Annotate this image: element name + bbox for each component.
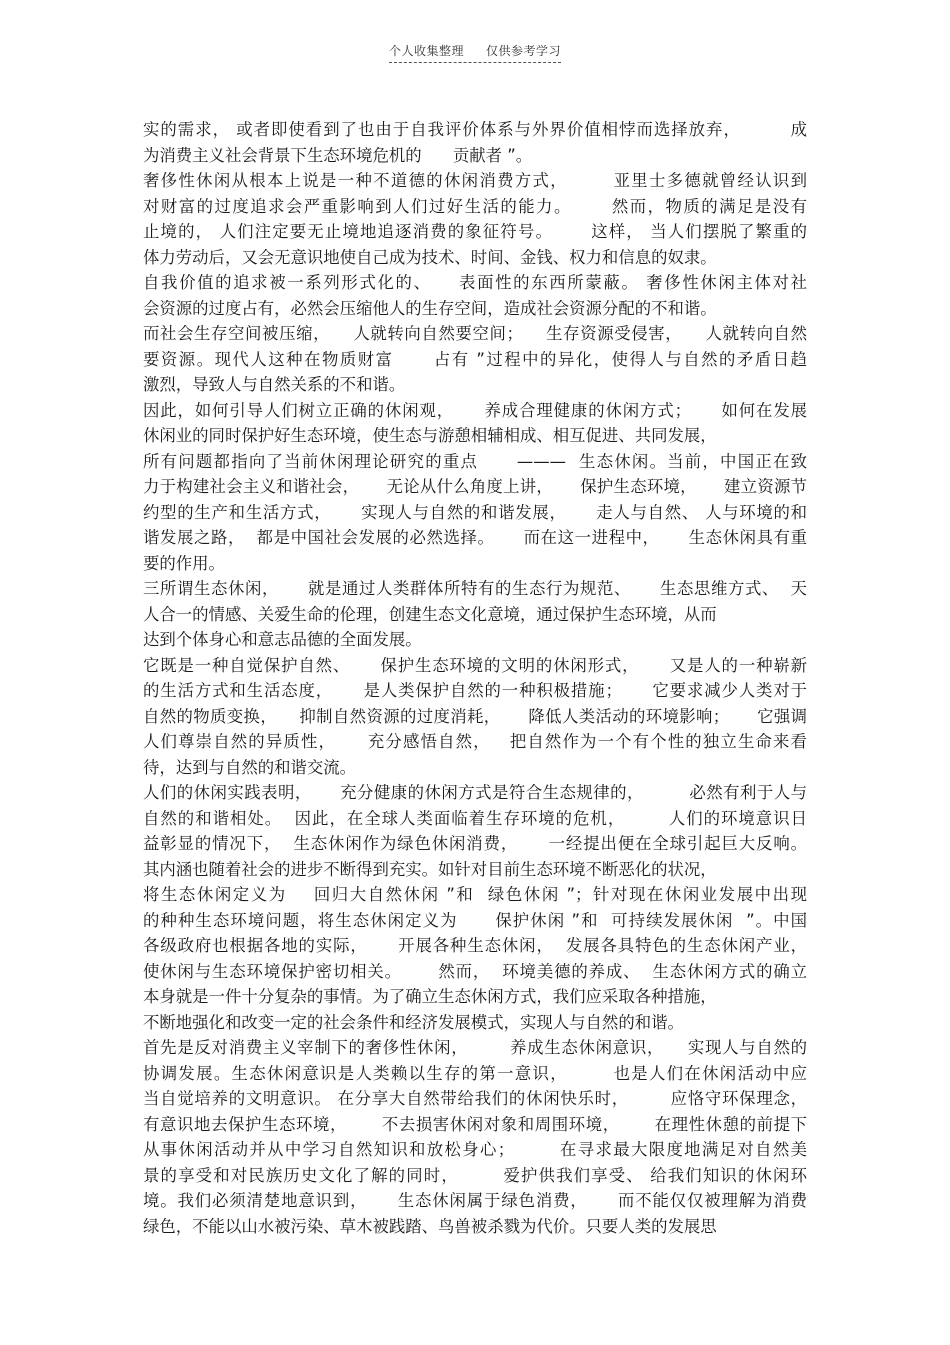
- body-text-line: 力于构建社会主义和谐社会， 无论从什么角度上讲， 保护生态环境， 建立资源节: [143, 477, 807, 496]
- body-text-line: 的生活方式和生活态度， 是人类保护自然的一种积极措施； 它要求减少人类对于: [143, 681, 807, 700]
- body-text-line: 人合一的情感、关爱生命的伦理，创建生态文化意境，通过保护生态环境，从而: [143, 604, 717, 624]
- body-text-line: 人们尊崇自然的异质性， 充分感悟自然， 把自然作为一个有个性的独立生命来看: [143, 732, 807, 751]
- body-text-line: 待，达到与自然的和谐交流。: [143, 757, 357, 777]
- body-text-line: 的种种生态环境问题，将生态休闲定义为 保护休闲 ”和 可持续发展休闲 ”。中国: [143, 910, 807, 930]
- body-text-line: 要的作用。: [143, 553, 225, 573]
- body-text-line: 绿色，不能以山水被污染、草木被践踏、鸟兽被杀戮为代价。只要人类的发展思: [143, 1216, 717, 1236]
- page-header-text: [389, 42, 561, 63]
- body-text-line: 体力劳动后，又会无意识地使自己成为技术、时间、金钱、权力和信息的奴隶。: [143, 247, 717, 267]
- body-text-line: 约型的生产和生活方式， 实现人与自然的和谐发展， 走人与自然、 人与环境的和: [143, 502, 807, 522]
- body-text-line: 首先是反对消费主义宰制下的奢侈性休闲， 养成生态休闲意识， 实现人与自然的: [143, 1038, 807, 1057]
- body-text-line: 实的需求， 或者即使看到了也由于自我评价体系与外界价值相悖而选择放弃， 成: [143, 120, 807, 139]
- body-text-line: 其内涵也随着社会的进步不断得到充实。如针对目前生态环境不断恶化的状况，: [143, 859, 717, 879]
- body-text-line: 使休闲与生态环境保护密切相关。 然而， 环境美德的养成、 生态休闲方式的确立: [143, 961, 807, 981]
- body-text-line: 对财富的过度追求会严重影响到人们过好生活的能力。 然而，物质的满足是没有: [143, 196, 807, 216]
- body-text-line: 当自觉培养的文明意识。 在分享大自然带给我们的休闲快乐时， 应恪守环保理念，: [143, 1089, 807, 1108]
- body-text-line: 人们的休闲实践表明， 充分健康的休闲方式是符合生态规律的， 必然有利于人与: [143, 783, 807, 802]
- body-text-line: 它既是一种自觉保护自然、 保护生态环境的文明的休闲形式， 又是人的一种崭新: [143, 655, 807, 675]
- body-text-line: 奢侈性休闲从根本上说是一种不道德的休闲消费方式， 亚里士多德就曾经认识到: [143, 171, 807, 190]
- body-text-line: 休闲业的同时保护好生态环境，使生态与游憩相辅相成、相互促进、共同发展，: [143, 426, 717, 445]
- body-text-line: 益彰显的情况下， 生态休闲作为绿色休闲消费， 一经提出便在全球引起巨大反响。: [143, 834, 807, 853]
- body-text-line: 各级政府也根据各地的实际， 开展各种生态休闲， 发展各具特色的生态休闲产业，: [143, 936, 807, 955]
- body-text-line: 景的享受和对民族历史文化了解的同时， 爱护供我们享受、 给我们知识的休闲环: [143, 1165, 807, 1185]
- body-text-line: 止境的， 人们注定要无止境地追逐消费的象征符号。 这样， 当人们摆脱了繁重的: [143, 222, 807, 241]
- page-body: [143, 117, 807, 1239]
- body-text-line: 因此，如何引导人们树立正确的休闲观， 养成合理健康的休闲方式； 如何在发展: [143, 400, 807, 420]
- body-text-line: 谐发展之路， 都是中国社会发展的必然选择。 而在这一进程中， 生态休闲具有重: [143, 528, 807, 547]
- body-text-line: 从事休闲活动并从中学习自然知识和放松身心； 在寻求最大限度地满足对自然美: [143, 1140, 807, 1159]
- body-text-line: 会资源的过度占有，必然会压缩他人的生存空间，造成社会资源分配的不和谐。: [143, 298, 717, 318]
- body-text-line: 自然的物质变换， 抑制自然资源的过度消耗， 降低人类活动的环境影响； 它强调: [143, 706, 807, 726]
- body-text-line: 协调发展。生态休闲意识是人类赖以生存的第一意识， 也是人们在休闲活动中应: [143, 1063, 807, 1083]
- body-text-line: 所有问题都指向了当前休闲理论研究的重点 ——— 生态休闲。当前，中国正在致: [143, 451, 807, 471]
- body-text-line: 本身就是一件十分复杂的事情。为了确立生态休闲方式，我们应采取各种措施，: [143, 987, 717, 1006]
- body-text-line: 境。我们必须清楚地意识到， 生态休闲属于绿色消费， 而不能仅仅被理解为消费: [143, 1191, 807, 1210]
- header-left-label: 个人收集整理: [388, 44, 464, 58]
- body-text-line: 激烈，导致人与自然关系的不和谐。: [143, 375, 406, 394]
- body-text-line: 要资源。现代人这种在物质财富 占有 ”过程中的异化，使得人与自然的矛盾日趋: [143, 349, 807, 369]
- body-text-line: 而社会生存空间被压缩， 人就转向自然要空间； 生存资源受侵害， 人就转向自然: [143, 324, 807, 343]
- body-text-line: 达到个体身心和意志品德的全面发展。: [143, 630, 422, 649]
- body-text-line: 三所谓生态休闲， 就是通过人类群体所特有的生态行为规范、 生态思维方式、 天: [143, 579, 807, 598]
- body-text-line: 为消费主义社会背景下生态环境危机的 贡献者 ”。: [143, 145, 533, 165]
- body-text-line: 不断地强化和改变一定的社会条件和经济发展模式，实现人与自然的和谐。: [143, 1012, 684, 1032]
- header-right-label: 仅供参考学习: [486, 44, 562, 58]
- page-header: [0, 40, 950, 63]
- body-text-line: 自我价值的追求被一系列形式化的、 表面性的东西所蒙蔽。 奢侈性休闲主体对社: [143, 273, 807, 292]
- body-text-line: 自然的和谐相处。 因此，在全球人类面临着生存环境的危机， 人们的环境意识日: [143, 808, 807, 828]
- body-text-line: 有意识地去保护生态环境， 不去损害休闲对象和周围环境， 在理性休憩的前提下: [143, 1114, 807, 1134]
- body-text-line: 将生态休闲定义为 回归大自然休闲 ”和 绿色休闲 ”；针对现在休闲业发展中出现: [143, 885, 807, 904]
